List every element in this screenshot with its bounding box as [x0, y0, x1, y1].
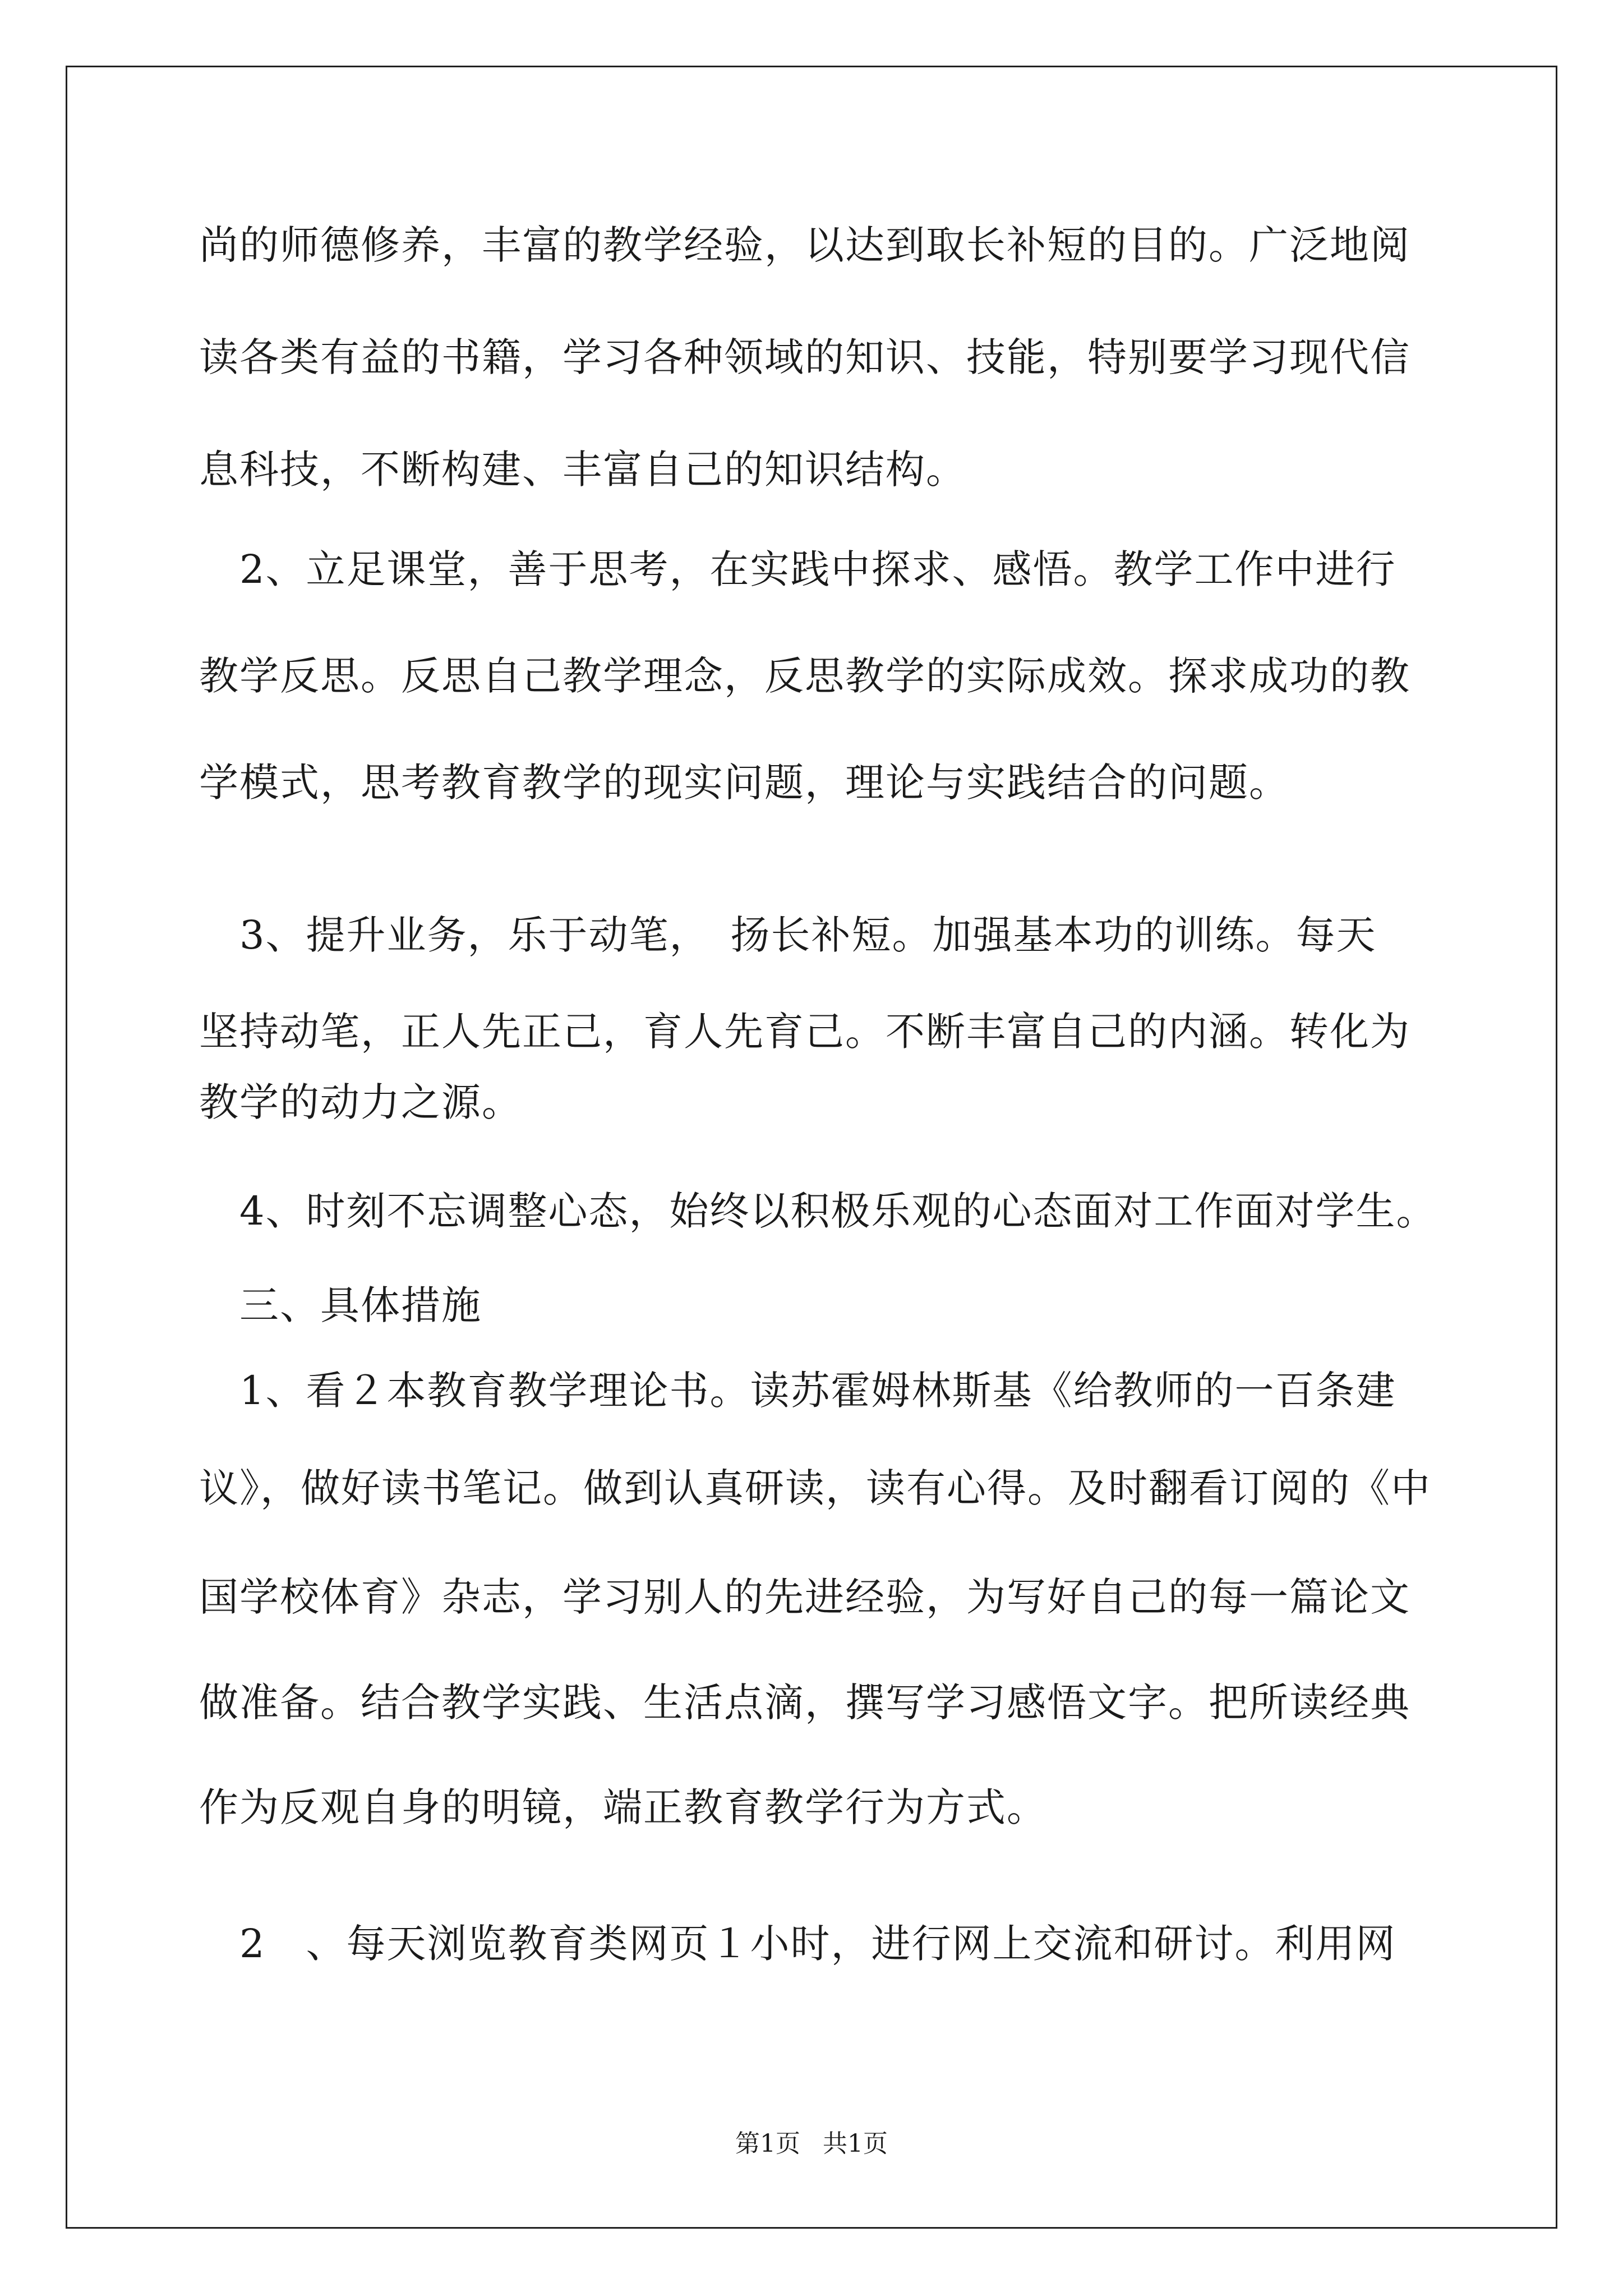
text-line: 3、提升业务，乐于动笔， 扬长补短。加强基本功的训练。每天 — [199, 912, 1377, 958]
text-line: 做准备。结合教学实践、生活点滴，撰写学习感悟文字。把所读经典 — [199, 1680, 1410, 1726]
text-line: 1、看２本教育教学理论书。读苏霍姆林斯基《给教师的一百条建 — [199, 1368, 1396, 1414]
text-line: 4、时刻不忘调整心态，始终以积极乐观的心态面对工作面对学生。 — [199, 1188, 1437, 1234]
text-line: 坚持动笔，正人先正己，育人先育己。不断丰富自己的内涵。转化为 — [199, 1009, 1410, 1055]
text-line: 息科技，不断构建、丰富自己的知识结构。 — [199, 447, 966, 493]
page-border — [66, 66, 1557, 2229]
section-heading: 三、具体措施 — [199, 1282, 482, 1328]
text-line: 尚的师德修养，丰富的教学经验，以达到取长补短的目的。广泛地阅 — [199, 222, 1410, 268]
text-line: 读各类有益的书籍，学习各种领域的知识、技能，特别要学习现代信 — [199, 334, 1410, 380]
text-line: 2 、每天浏览教育类网页１小时，进行网上交流和研讨。利用网 — [199, 1921, 1396, 1967]
text-line: 2、立足课堂，善于思考，在实践中探求、感悟。教学工作中进行 — [199, 546, 1396, 592]
page-number-total: 共1页 — [823, 2129, 888, 2158]
text-line: 作为反观自身的明镜，端正教育教学行为方式。 — [199, 1784, 1047, 1830]
page-footer — [0, 2129, 1623, 2158]
page-number-current: 第1页 — [735, 2129, 800, 2158]
text-line: 国学校体育》杂志，学习别人的先进经验，为写好自己的每一篇论文 — [199, 1574, 1410, 1620]
text-line: 议》，做好读书笔记。做到认真研读，读有心得。及时翻看订阅的《中 — [199, 1465, 1431, 1511]
text-line: 教学的动力之源。 — [199, 1079, 522, 1125]
text-line: 学模式，思考教育教学的现实问题，理论与实践结合的问题。 — [199, 760, 1289, 806]
text-line: 教学反思。反思自己教学理念，反思教学的实际成效。探求成功的教 — [199, 653, 1410, 699]
